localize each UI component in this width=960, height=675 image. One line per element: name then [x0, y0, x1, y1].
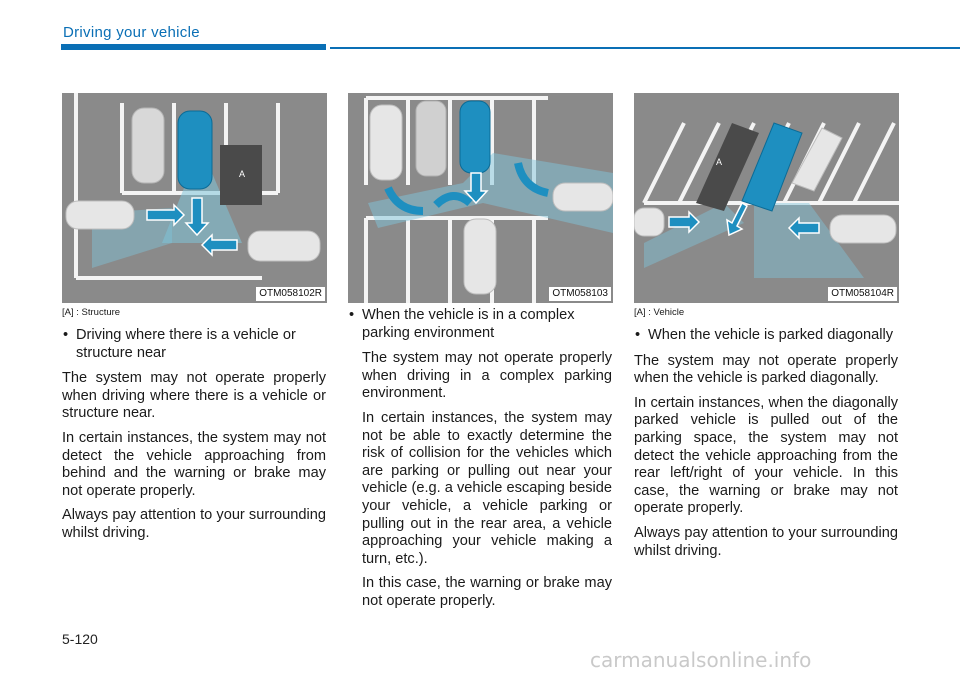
figure-diagonal-parking: [634, 93, 899, 303]
figure-label-a: A: [716, 157, 723, 167]
header-rule-thin: [330, 47, 960, 49]
figure-structure-near: [62, 93, 327, 303]
section-header-title: Driving your vehicle: [63, 24, 200, 41]
bullet-heading: • When the vehicle is parked diagonally: [634, 327, 898, 345]
paragraph: The system may not operate properly when the vehicle is parked diagonally.: [634, 352, 898, 387]
paragraph: The system may not operate properly when driving where there is a vehicle or structure near.: [62, 370, 326, 422]
header-rule-thick: [61, 44, 326, 50]
parking-illustration-2: [348, 93, 613, 303]
figure-code: OTM058104R: [828, 287, 897, 301]
parking-illustration-3: [634, 93, 899, 303]
paragraph: In this case, the warning or brake may not operate properly.: [362, 575, 612, 609]
parking-illustration-1: [62, 93, 327, 303]
paragraph: In certain instances, when the diagonally parked vehicle is pulled out of the parking space, the system may not detect the vehicle approaching from the rear left/right of your vehicle. In this case, the warning or brake may not operate properly.: [634, 394, 898, 517]
paragraph: Always pay attention to your surrounding whilst driving.: [62, 507, 326, 541]
paragraph: The system may not operate properly when driving in a complex parking environment.: [362, 350, 612, 402]
figure-complex-parking: [348, 93, 613, 303]
column-complex-parking: [348, 307, 612, 618]
figure-label-a: A: [239, 169, 246, 179]
bullet-heading: • Driving where there is a vehicle or structure near: [62, 327, 326, 362]
bullet-heading: • When the vehicle is in a complex parking environment: [348, 307, 612, 342]
page-number: 5-120: [62, 631, 98, 647]
paragraph: In certain instances, the system may not be able to exactly determine the risk of collision for the vehicles which are parking or pulling out near your vehicle (e.g. a vehicle escaping beside your vehicle, a vehicle parking or pulling out in the rear area, a vehicle approaching your vehicle making a turn, etc.).: [362, 409, 612, 567]
figure-caption: [A] : Vehicle: [634, 307, 685, 318]
column-diagonal-parking: [634, 307, 898, 567]
figure-code: OTM058102R: [256, 287, 325, 301]
figure-caption: [A] : Structure: [62, 307, 121, 318]
column-structure: [62, 307, 326, 550]
paragraph: Always pay attention to your surrounding whilst driving.: [634, 524, 898, 559]
watermark: carmanualsonline.info: [590, 648, 812, 672]
figure-code: OTM058103: [549, 287, 611, 301]
paragraph: In certain instances, the system may not detect the vehicle approaching from behind and the warning or brake may not operate properly.: [62, 429, 326, 499]
